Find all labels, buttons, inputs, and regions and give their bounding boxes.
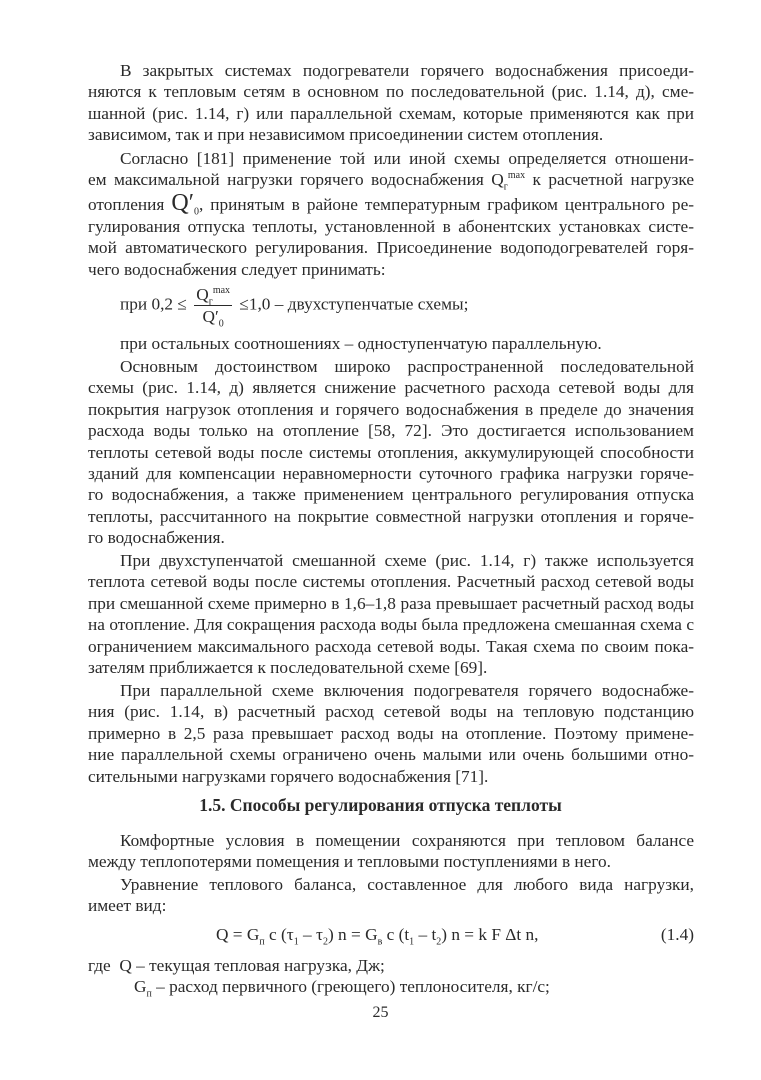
text-line: при остальных соотношениях – одноступенчатую параллельную. <box>120 334 602 353</box>
text-line <box>88 976 694 1000</box>
text-line: теплота сетевой воды после системы отопления. Расчетный расход сетевой воды <box>88 572 694 592</box>
text-line: сительными нагрузками горячего водоснабжения [71]. <box>88 766 489 786</box>
fraction-denominator <box>202 306 224 330</box>
text-line: го водоснабжения, а также применением центрального регулирования отпуска <box>88 485 694 505</box>
subscript: в <box>377 936 383 948</box>
text-line: гулирования отпуска теплоты, установленной в абонентских установках систе- <box>88 216 694 236</box>
text: – t <box>414 925 437 944</box>
text: Q′ <box>202 307 219 326</box>
text: – τ <box>298 925 323 944</box>
text-line: зателям приближается к последовательной схеме [69]. <box>88 657 488 677</box>
text: – двухступенчатые схемы; <box>274 294 469 314</box>
subscript: г <box>503 181 508 193</box>
fraction <box>194 284 232 330</box>
section-heading: 1.5. Способы регулирования отпуска теплоты <box>199 795 562 815</box>
page-number: 25 <box>372 1004 389 1021</box>
text: ≤1,0 <box>239 294 271 314</box>
text-line: ния (рис. 1.14, в) расчетный расход сетевой воды на тепловую подстанцию <box>88 702 694 722</box>
text-line: ние параллельной схемы ограничено очень малыми или очень большими отно- <box>88 745 694 765</box>
text-line: теплоты, рассчитанного на покрытие совместной нагрузки отопления и горяче- <box>88 506 694 526</box>
text-line: При параллельной схеме включения подогревателя горячего водоснабже- <box>120 681 694 700</box>
text: при <box>120 294 148 314</box>
subscript: п <box>259 936 265 948</box>
superscript: max <box>507 170 526 182</box>
text-line: на отопление. Для сокращения расхода воды была предложена смешанная схема с <box>88 615 694 635</box>
where-list <box>88 955 694 998</box>
text-line: схемы (рис. 1.14, д) является снижение расчетного расхода сетевой воды для <box>88 378 694 398</box>
subscript: 2 <box>436 936 442 948</box>
text: где <box>88 956 111 975</box>
subscript: п <box>146 988 152 1000</box>
condition-formula <box>120 284 469 330</box>
text-line: шанной (рис. 1.14, г) или параллельной схемам, которые применяются как при <box>88 103 694 123</box>
text: – расход первичного (греющего) теплоносителя, кг/с; <box>151 977 550 997</box>
text: ем максимальной нагрузки горячего водоснабжения Q <box>88 170 504 190</box>
text-line: В закрытых системах подогреватели горячего водоснабжения присоеди- <box>120 61 694 80</box>
text-line: покрытия нагрузок отопления и горячего водоснабжения в пределе до значения <box>88 399 694 419</box>
text: ) n = k F Δt n, <box>441 925 539 944</box>
text: отопления <box>88 194 172 214</box>
equation-body <box>216 924 539 948</box>
text-line: Согласно [181] применение той или иной схемы определяется отношени- <box>120 149 694 168</box>
text: c (t <box>382 925 410 944</box>
paragraph-closed-systems <box>88 60 694 146</box>
text-line <box>88 955 694 976</box>
text-line: мой автоматического регулирования. Присоединение водоподогревателей горя- <box>88 238 694 258</box>
symbol-q-prime: Q′ <box>171 189 194 216</box>
subscript: 0 <box>193 206 199 218</box>
text-line: зависимом, так и при независимом присоединении систем отопления. <box>88 125 604 145</box>
text: c (τ <box>264 925 294 944</box>
text-line: при смешанной схеме примерно в 1,6–1,8 раза превышает расчетный расход воды <box>88 593 694 613</box>
subscript: 1 <box>293 936 299 948</box>
text-line <box>88 169 694 193</box>
text-line: чего водоснабжения следует принимать: <box>88 259 386 279</box>
text-line: го водоснабжения. <box>88 528 225 548</box>
text: G <box>134 977 147 997</box>
paragraph-sequential-scheme <box>88 356 694 549</box>
text-line: теплоты сетевой воды после системы отопления, аккумулирующей способности <box>88 442 694 462</box>
superscript: max <box>212 285 231 297</box>
text-line: расхода воды только на отопление [58, 72]. Это достигается использованием <box>88 421 694 441</box>
subscript: 2 <box>322 936 328 948</box>
paragraph-scheme-selection <box>88 148 694 280</box>
text-line: зданий для компенсации неравномерности суточного графика нагрузки горяче- <box>88 463 694 483</box>
text-line <box>88 191 694 216</box>
text: к расчетной нагрузке <box>525 170 694 190</box>
text: ) n = G <box>327 925 378 944</box>
text-line: примерно в 2,5 раза превышает расход воды на отопление. Поэтому примене- <box>88 723 694 743</box>
text-line: имеет вид: <box>88 896 167 916</box>
fraction-numerator <box>194 284 232 306</box>
paragraph-mixed-scheme <box>88 550 694 678</box>
paragraph-comfort <box>88 830 694 873</box>
condition-other <box>120 333 602 354</box>
equation-1-4 <box>88 924 694 948</box>
text-line: Уравнение теплового баланса, составленное для любого вида нагрузки, <box>120 875 694 894</box>
text-line: При двухступенчатой смешанной схеме (рис. 1.14, г) также используется <box>120 551 694 570</box>
text: Q = G <box>216 925 260 944</box>
equation-line <box>88 924 694 948</box>
text-line: ограничением максимального расхода сетевой воды. Такая схема по своим пока- <box>88 636 694 656</box>
text: , принятым в районе температурным графиком центрального ре- <box>198 194 695 214</box>
text: Q – текущая тепловая нагрузка, Дж; <box>119 956 385 975</box>
text-line: Комфортные условия в помещении сохраняются при тепловом балансе <box>120 831 694 850</box>
subscript: г <box>208 296 213 308</box>
paragraph-heat-balance <box>88 874 694 917</box>
equation-number: (1.4) <box>660 925 694 944</box>
text-line: няются к тепловым сетям в основном по последовательной (рис. 1.14, д), сме- <box>88 82 694 102</box>
text: Q <box>196 285 209 304</box>
subscript: 1 <box>409 936 415 948</box>
text-line: между теплопотерями помещения и тепловыми поступлениями в него. <box>88 852 611 872</box>
text-line: Основным достоинством широко распространенной последовательной <box>120 357 694 376</box>
subscript: 0 <box>218 318 224 330</box>
paragraph-parallel-scheme <box>88 680 694 787</box>
text: 0,2 ≤ <box>151 294 187 314</box>
